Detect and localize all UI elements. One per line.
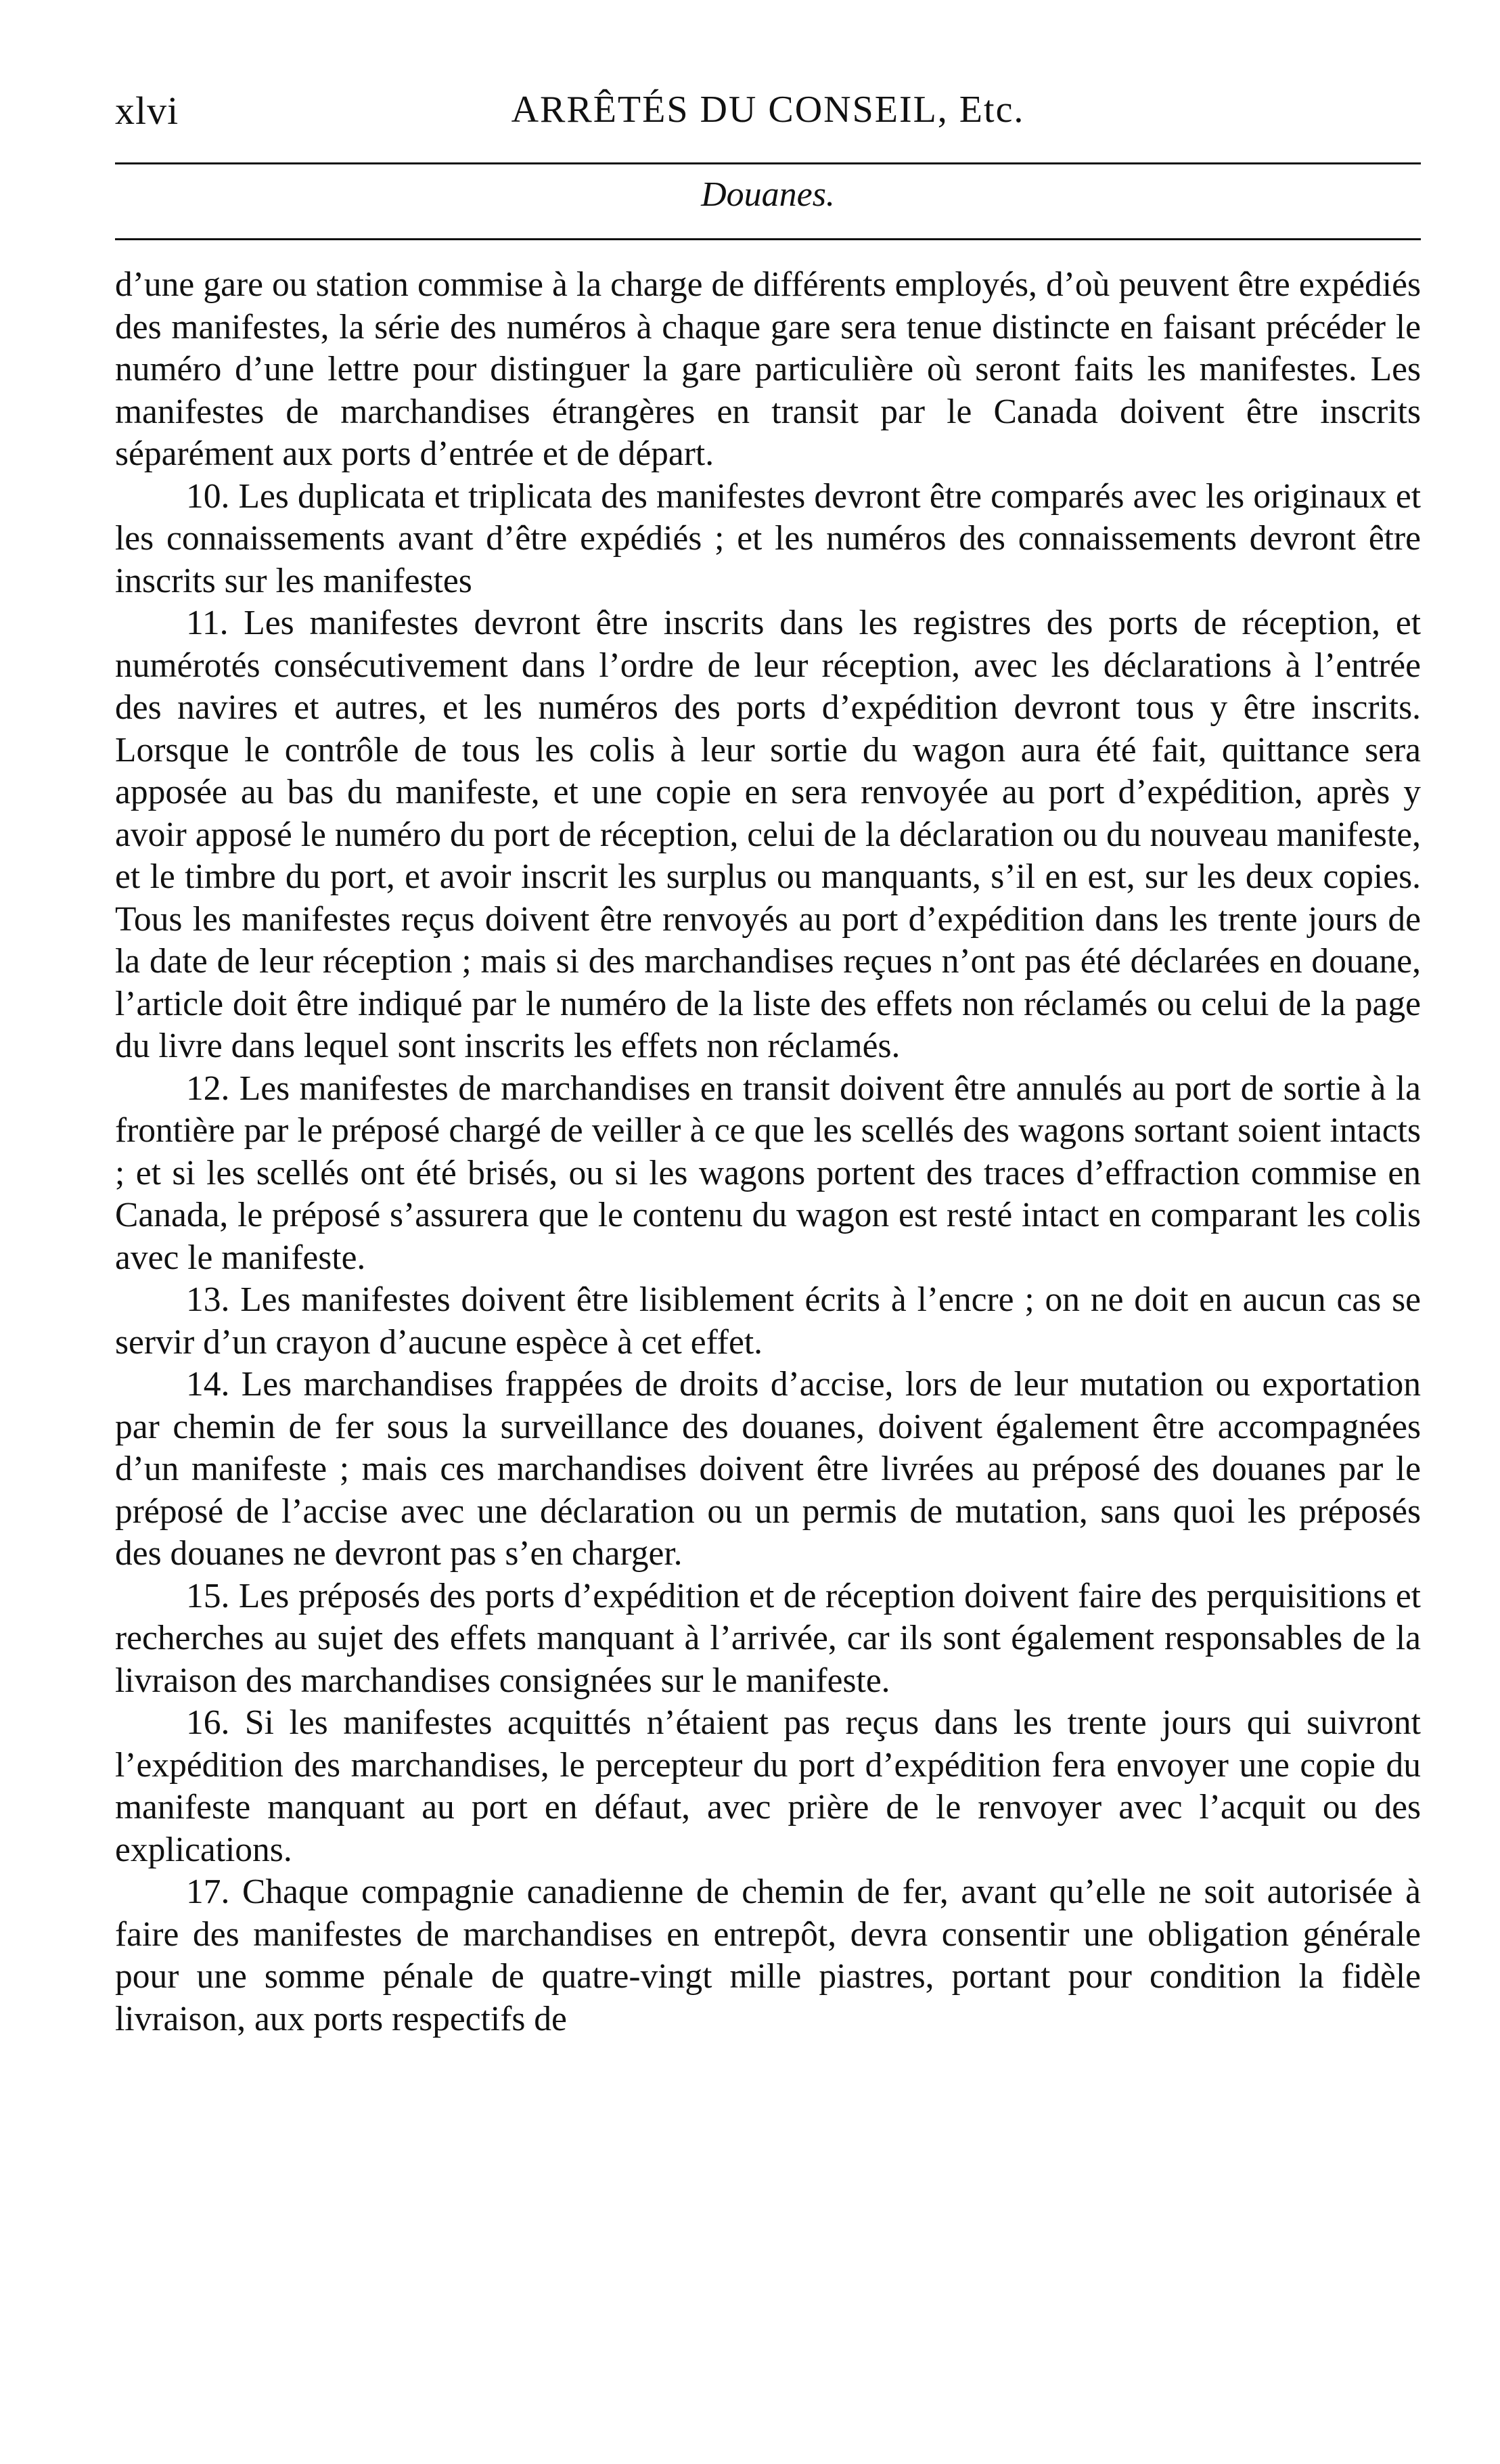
paragraph-continuation: d’une gare ou station commise à la charge de différents employés, d’où peuvent être expédiés des manifestes, la série des numéros à chaque gare sera tenue distincte en faisant précéder le numéro d’une lettre pour distinguer la gare particulière où seront faits les manifestes. Les manifestes de marchandises étrangères en transit par le Canada doivent être inscrits séparément aux ports d’entrée et de départ.	[115, 265, 1421, 473]
paragraph-11: 11. Les manifestes devront être inscrits dans les registres des ports de réception, et numérotés consécutivement dans l’ordre de leur réception, avec les déclarations à l’entrée des navires et autres, et les numéros des ports d’expédition devront tous y être inscrits. Lorsque le contrôle de tous les colis à leur sortie du wagon aura été fait, quittance sera apposée au bas du manifeste, et une copie en sera renvoyée au port d’expédition, après y avoir apposé le numéro du port de réception, celui de la déclaration ou du nouveau manifeste, et le timbre du port, et avoir inscrit les surplus ou manquants, s’il en est, sur les deux copies. Tous les manifestes reçus doivent être renvoyés au port d’expédition dans les trente jours de la date de leur réception ; mais si des marchandises reçues n’ont pas été déclarées en douane, l’article doit être indiqué par le numéro de la liste des effets non réclamés ou celui de la page du livre dans lequel sont inscrits les effets non réclamés.	[115, 604, 1421, 1065]
paragraph-12: 12. Les manifestes de marchandises en transit doivent être annulés au port de sortie à la frontière par le préposé chargé de veiller à ce que les scellés des wagons sortant soient intacts ; et si les scellés ont été brisés, ou si les wagons portent des traces d’effraction commise en Canada, le préposé s’assurera que le contenu du wagon est resté intact en comparant les colis avec le manifeste.	[115, 1069, 1421, 1277]
paragraph-10: 10. Les duplicata et triplicata des manifestes devront être comparés avec les originaux et les connaissements avant d’être expédiés ; et les numéros des connaissements devront être inscrits sur les manifestes	[115, 476, 1421, 600]
section-heading: Douanes.	[701, 175, 835, 214]
page-title: ARRÊTÉS DU CONSEIL, Etc.	[511, 89, 1025, 131]
paragraph-13: 13. Les manifestes doivent être lisiblement écrits à l’encre ; on ne doit en aucun cas se servir d’un crayon d’aucune espèce à cet effet.	[115, 1280, 1421, 1362]
paragraph-14: 14. Les marchandises frappées de droits d’accise, lors de leur mutation ou exportation par chemin de fer sous la surveillance des douanes, doivent également être accompagnées d’un manifeste ; mais ces marchandises doivent être livrées au préposé des douanes par le préposé de l’accise avec une déclaration ou un permis de mutation, sans quoi les préposés des douanes ne devront pas s’en charger.	[115, 1365, 1421, 1573]
body-text	[115, 264, 1421, 2040]
header-rule-top	[115, 162, 1421, 164]
paragraph-15: 15. Les préposés des ports d’expédition et de réception doivent faire des perquisitions et recherches au sujet des effets manquant à l’arrivée, car ils sont également responsables de la livraison des marchandises consignées sur le manifeste.	[115, 1576, 1421, 1700]
paragraph-16: 16. Si les manifestes acquittés n’étaient pas reçus dans les trente jours qui suivront l’expédition des marchandises, le percepteur du port d’expédition fera envoyer une copie du manifeste manquant au port en défaut, avec prière de le renvoyer avec l’acquit ou des explications.	[115, 1703, 1421, 1869]
page-number: xlvi	[115, 89, 179, 133]
document-page	[115, 61, 1421, 2038]
paragraph-17: 17. Chaque compagnie canadienne de chemin de fer, avant qu’elle ne soit autorisée à faire des manifestes de marchandises en entrepôt, devra consentir une obligation générale pour une somme pénale de quatre-vingt mille piastres, portant pour condition la fidèle livraison, aux ports respectifs de	[115, 1873, 1421, 2038]
running-head	[115, 61, 1421, 135]
header-rule-bottom	[115, 238, 1421, 240]
